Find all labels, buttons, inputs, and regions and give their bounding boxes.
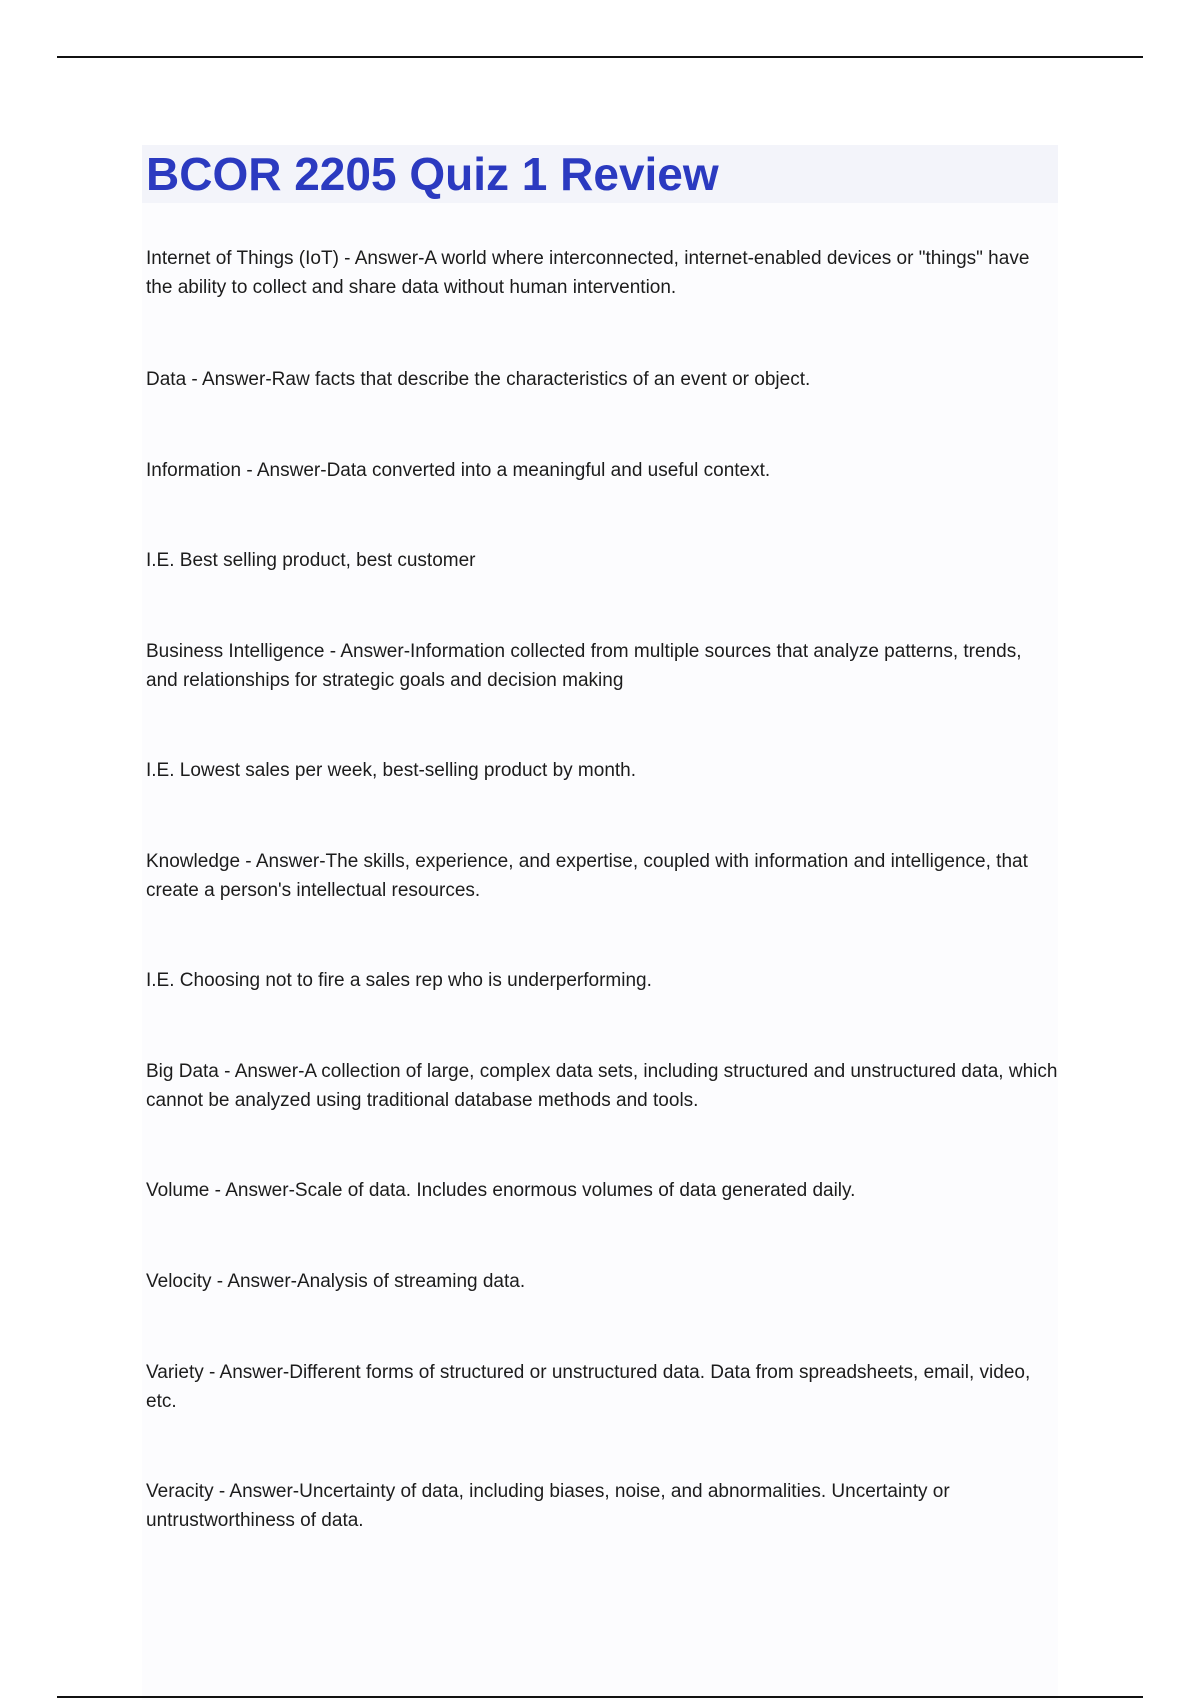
entry-information: Information - Answer-Data converted into a meaningful and useful context. — [146, 460, 771, 481]
top-divider — [57, 56, 1143, 58]
entry-veracity: Veracity - Answer-Uncertainty of data, including biases, noise, and abnormalities. Uncertainty or untrustworthiness of data. — [146, 1481, 950, 1531]
entry-data: Data - Answer-Raw facts that describe the characteristics of an event or object. — [146, 369, 811, 390]
entry-big-data: Big Data - Answer-A collection of large, complex data sets, including structured and unstructured data, which cannot be analyzed using traditional database methods and tools. — [146, 1061, 1058, 1111]
entry-information-example: I.E. Best selling product, best customer — [146, 550, 476, 571]
page-title: BCOR 2205 Quiz 1 Review — [146, 148, 719, 200]
entry-business-intelligence: Business Intelligence - Answer-Information collected from multiple sources that analyze patterns, trends, and relationships for strategic goals and decision making — [146, 641, 1022, 691]
entry-iot: Internet of Things (IoT) - Answer-A world where interconnected, internet-enabled devices or "things" have the ability to collect and share data without human intervention. — [146, 248, 1030, 298]
entry-volume: Volume - Answer-Scale of data. Includes enormous volumes of data generated daily. — [146, 1180, 856, 1201]
bottom-divider — [57, 1696, 1143, 1698]
entry-variety: Variety - Answer-Different forms of structured or unstructured data. Data from spreadsheets, email, video, etc. — [146, 1362, 1031, 1412]
entry-knowledge-example: I.E. Choosing not to fire a sales rep who is underperforming. — [146, 970, 652, 991]
entry-business-intelligence-example: I.E. Lowest sales per week, best-selling product by month. — [146, 760, 637, 781]
entry-knowledge: Knowledge - Answer-The skills, experience, and expertise, coupled with information and intelligence, that create a person's intellectual resources. — [146, 851, 1028, 901]
entry-velocity: Velocity - Answer-Analysis of streaming data. — [146, 1271, 526, 1292]
